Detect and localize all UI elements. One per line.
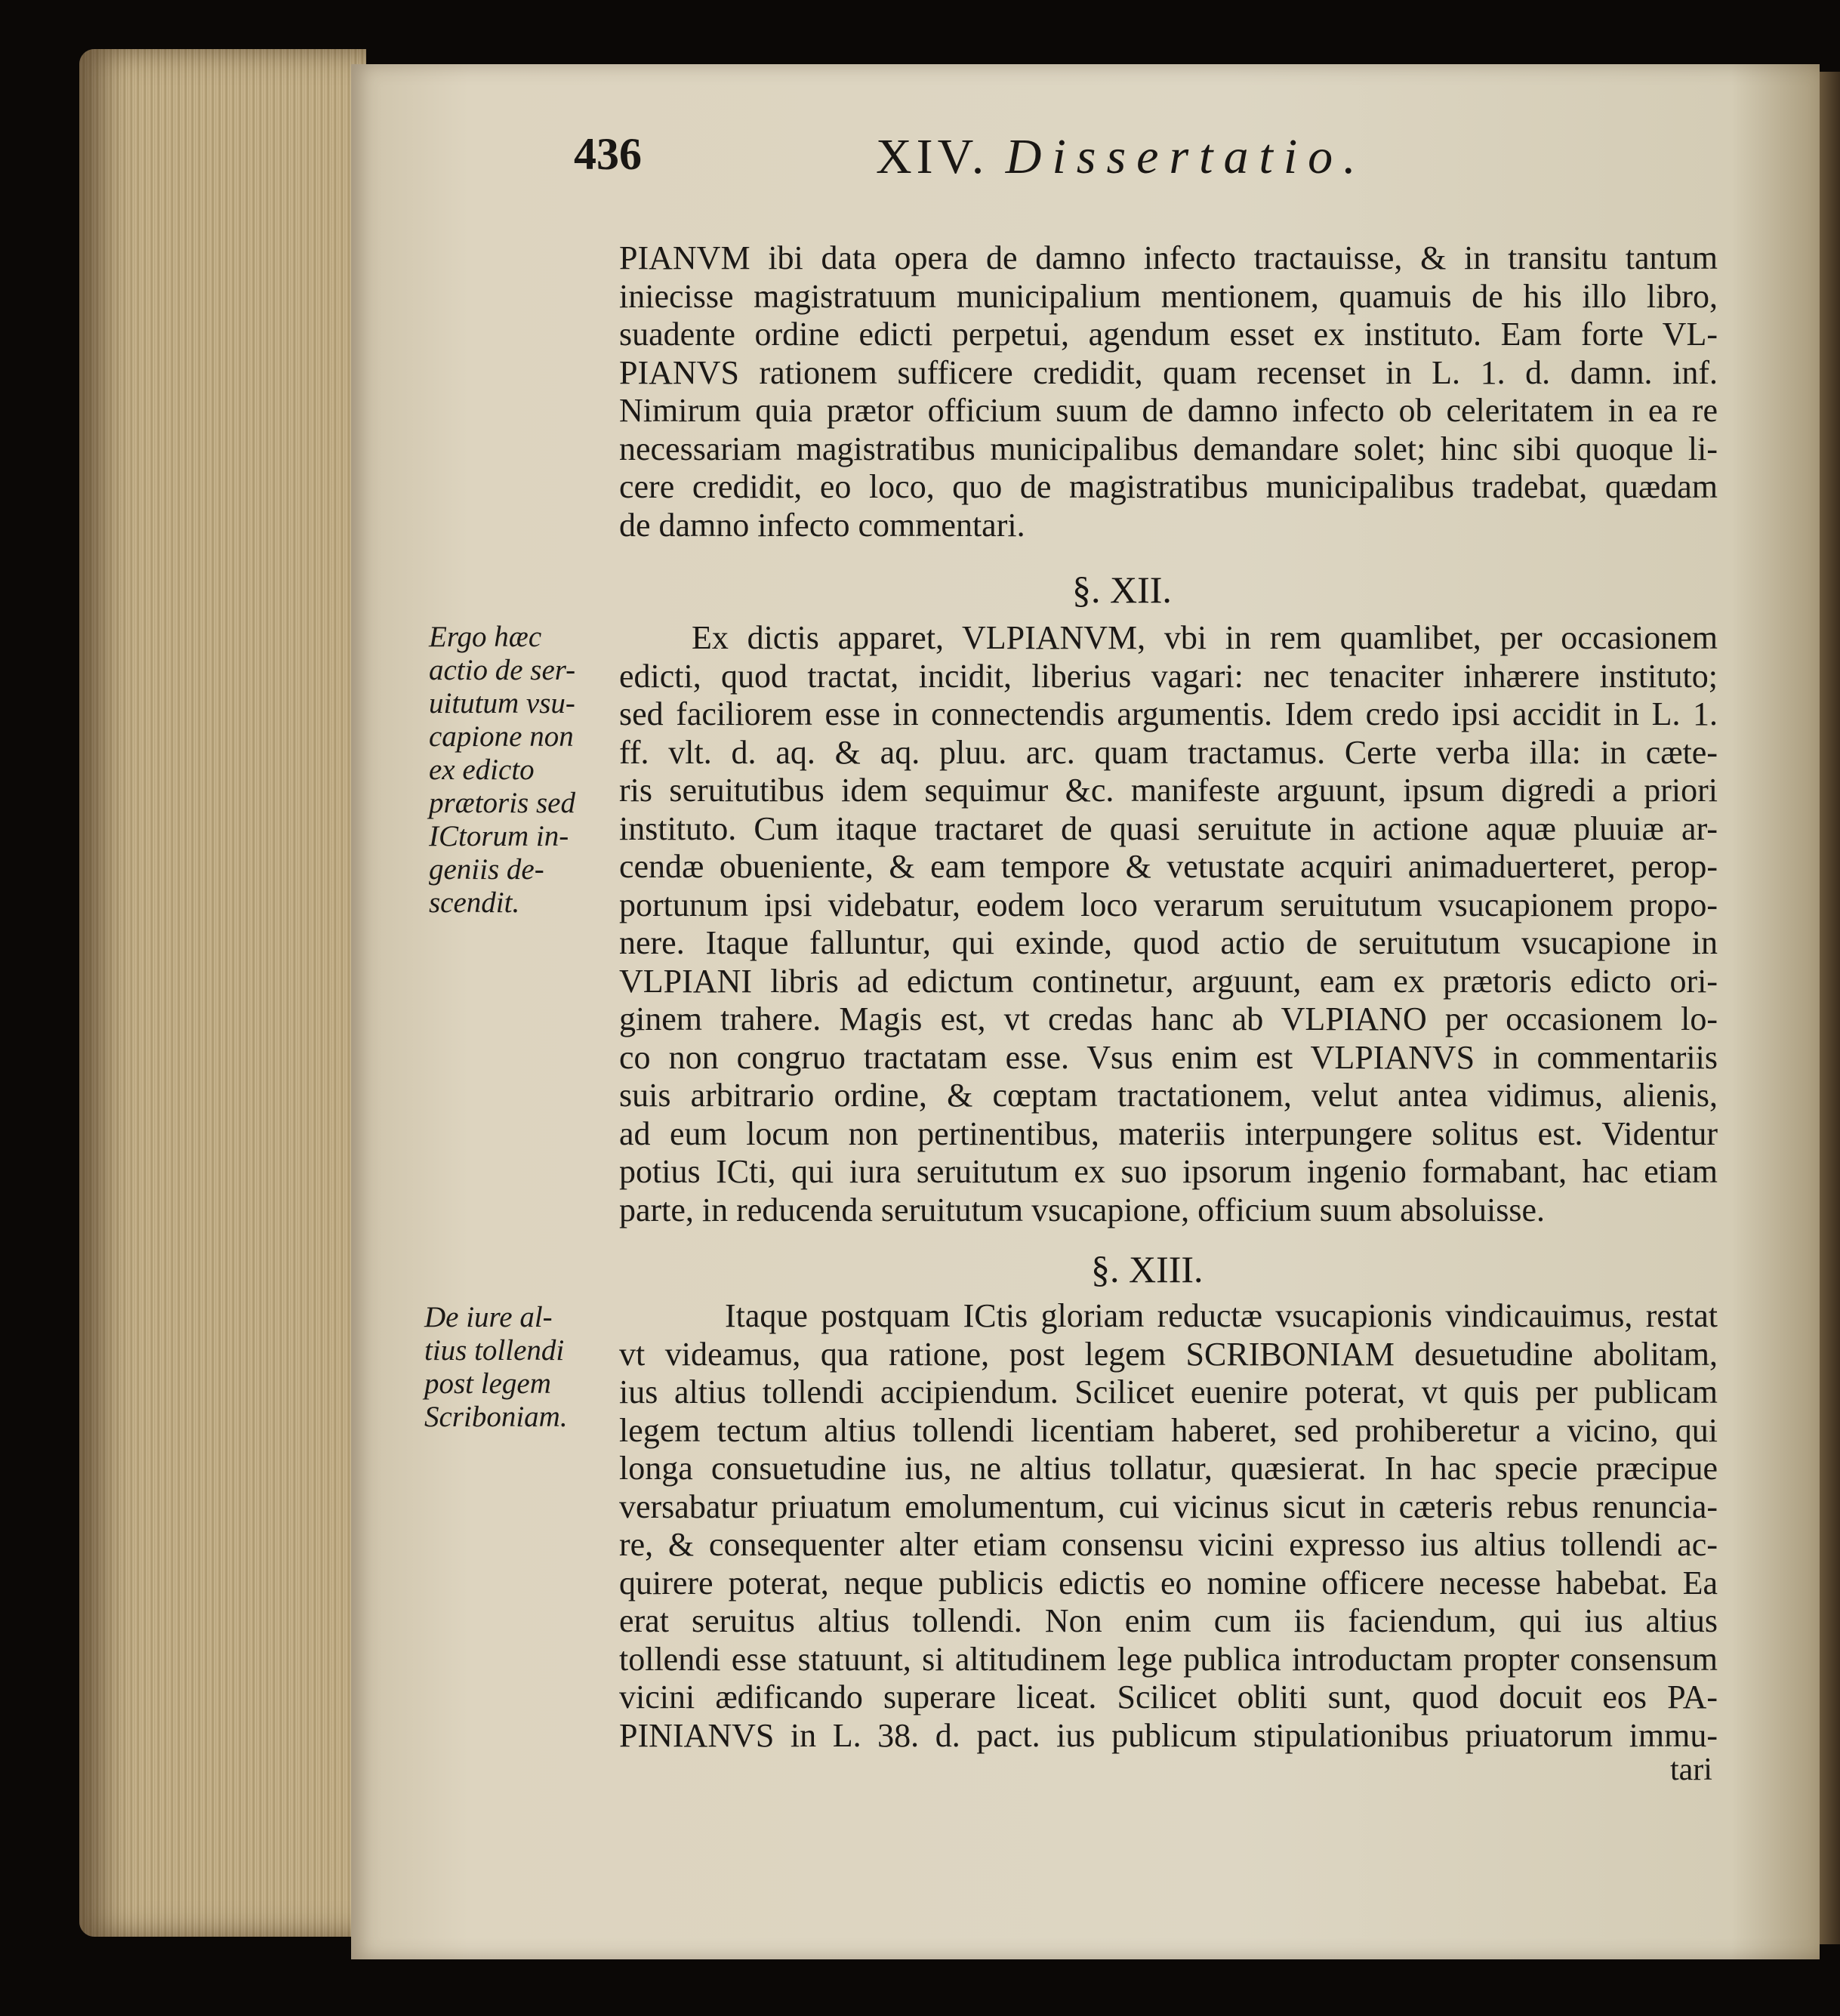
text-line: ginem trahere. Magis est, vt credas hanc ab VLPIANO per occasionem lo-	[619, 1000, 1718, 1037]
text-line: PIANVS rationem sufficere credidit, quam recenset in L. 1. d. damn. inf.	[619, 353, 1718, 391]
text-line: instituto. Cum itaque tractaret de quasi seruitute in actione aquæ pluuiæ ar-	[619, 809, 1718, 847]
text-line: quirere poterat, neque publicis edictis eo nomine officere necesse habebat. Ea	[619, 1564, 1718, 1601]
running-head-number: XIV.	[876, 129, 989, 184]
paragraph-3	[619, 1297, 1718, 1755]
section-heading-xiii: §. XIII.	[1091, 1248, 1204, 1290]
margin-note-line: ICtorum in-	[429, 820, 569, 852]
text-line: Nimirum quia prætor officium suum de damno infecto ob celeritatem in ea re	[619, 392, 1718, 429]
text-line: PIANVM ibi data opera de damno infecto tractauisse, & in transitu tantum	[619, 239, 1718, 276]
text-line: tollendi esse statuunt, si altitudinem lege publica introductam propter consensum	[619, 1640, 1718, 1678]
text-line: versabatur priuatum emolumentum, cui vicinus sicut in cæteris rebus renuncia-	[619, 1487, 1718, 1525]
margin-note-line: scendit.	[429, 886, 520, 919]
paragraph-1	[619, 239, 1718, 544]
margin-note-2	[424, 1301, 621, 1434]
text-line: cendæ obueniente, & eam tempore & vetustate acquiri animaduerteret, perop-	[619, 848, 1718, 885]
text-line: portunum ipsi videbatur, eodem loco verarum seruitutum vsucapionem propo-	[619, 886, 1718, 923]
section-heading-xii: §. XII.	[1072, 569, 1172, 611]
page-header	[574, 128, 1631, 211]
text-line: necessariam magistratibus municipalibus demandare solet; hinc sibi quoque li-	[619, 430, 1718, 467]
page-block-edge	[79, 49, 366, 1937]
text-line: cere credidit, eo loco, quo de magistratibus municipalibus tradebat, quædam	[619, 468, 1718, 505]
page-number: 436	[574, 129, 642, 179]
margin-note-line: tius tollendi	[424, 1334, 565, 1367]
margin-note-line: geniis de-	[429, 853, 544, 886]
text-line: legem tectum altius tollendi licentiam haberet, sed prohiberetur a vicino, qui	[619, 1411, 1718, 1449]
text-line: ris seruitutibus idem sequimur &c. manifeste arguunt, ipsum digredi a priori	[619, 772, 1718, 809]
text-line: ff. vlt. d. aq. & aq. pluu. arc. quam tractamus. Certe verba illa: in cæte-	[619, 733, 1718, 771]
text-line: Ex dictis apparet, VLPIANVM, vbi in rem quamlibet, per occasionem	[692, 619, 1718, 656]
margin-note-line: capione non	[429, 720, 574, 753]
margin-note-line: post legem	[424, 1367, 551, 1400]
text-line: potius ICti, qui iura seruitutum ex suo ipsorum ingenio formabant, hac etiam	[619, 1153, 1718, 1190]
running-head-title: Dissertatio.	[1005, 129, 1367, 184]
text-line: co non congruo tractatam esse. Vsus enim est VLPIANVS in commentariis	[619, 1038, 1718, 1076]
text-line: ius altius tollendi accipiendum. Scilicet euenire poterat, vt quis per publicam	[619, 1373, 1718, 1410]
margin-note-line: uitutum vsu-	[429, 687, 575, 720]
text-line: de damno infecto commentari.	[619, 506, 1025, 544]
text-line: erat seruitus altius tollendi. Non enim cum iis faciendum, qui ius altius	[619, 1602, 1718, 1639]
margin-note-line: ex edicto	[429, 754, 535, 786]
running-head	[876, 128, 1367, 186]
text-line: Itaque postquam ICtis gloriam reductæ vsucapionis vindicauimus, restat	[725, 1297, 1718, 1334]
margin-note-line: Ergo hæc	[429, 621, 542, 653]
text-line: suadente ordine edicti perpetui, agendum esset ex instituto. Eam forte VL-	[619, 316, 1718, 353]
text-line: suis arbitrario ordine, & cœptam tractationem, velut antea vidimus, alienis,	[619, 1077, 1718, 1114]
text-line: re, & consequenter alter etiam consensu vicini expresso ius altius tollendi ac-	[619, 1526, 1718, 1563]
text-line: longa consuetudine ius, ne altius tollatur, quæsierat. In hac specie præcipue	[619, 1450, 1718, 1487]
paragraph-2	[619, 619, 1718, 1229]
text-line: vt videamus, qua ratione, post legem SCRIBONIAM desuetudine abolitam,	[619, 1335, 1718, 1373]
margin-note-line: De iure al-	[424, 1301, 553, 1333]
text-line: ad eum locum non pertinentibus, materiis interpungere solitus est. Videntur	[619, 1114, 1718, 1152]
text-line: PINIANVS in L. 38. d. pact. ius publicum stipulationibus priuatorum immu-	[619, 1716, 1718, 1754]
margin-note-line: prætoris sed	[429, 787, 575, 819]
catchword: tari	[1670, 1752, 1712, 1787]
text-line: sed faciliorem esse in connectendis argumentis. Idem credo ipsi accidit in L. 1.	[619, 695, 1718, 732]
text-line: edicti, quod tractat, incidit, liberius vagari: nec tenaciter inhærere instituto;	[619, 657, 1718, 695]
margin-note-line: actio de ser-	[429, 654, 576, 686]
margin-note-line: Scriboniam.	[424, 1401, 568, 1433]
text-line: iniecisse magistratuum municipalium mentionem, quamuis de his illo libro,	[619, 277, 1718, 315]
text-line: VLPIANI libris ad edictum continetur, arguunt, eam ex prætoris edicto ori-	[619, 962, 1718, 1000]
text-line: vicini ædificando superare liceat. Scilicet obliti sunt, quod docuit eos PA-	[619, 1678, 1718, 1715]
margin-note-1	[429, 621, 625, 920]
text-line: nere. Itaque falluntur, qui exinde, quod actio de seruitutum vsucapione in	[619, 924, 1718, 961]
text-line: parte, in reducenda seruitutum vsucapione, officium suum absoluisse.	[619, 1191, 1546, 1228]
